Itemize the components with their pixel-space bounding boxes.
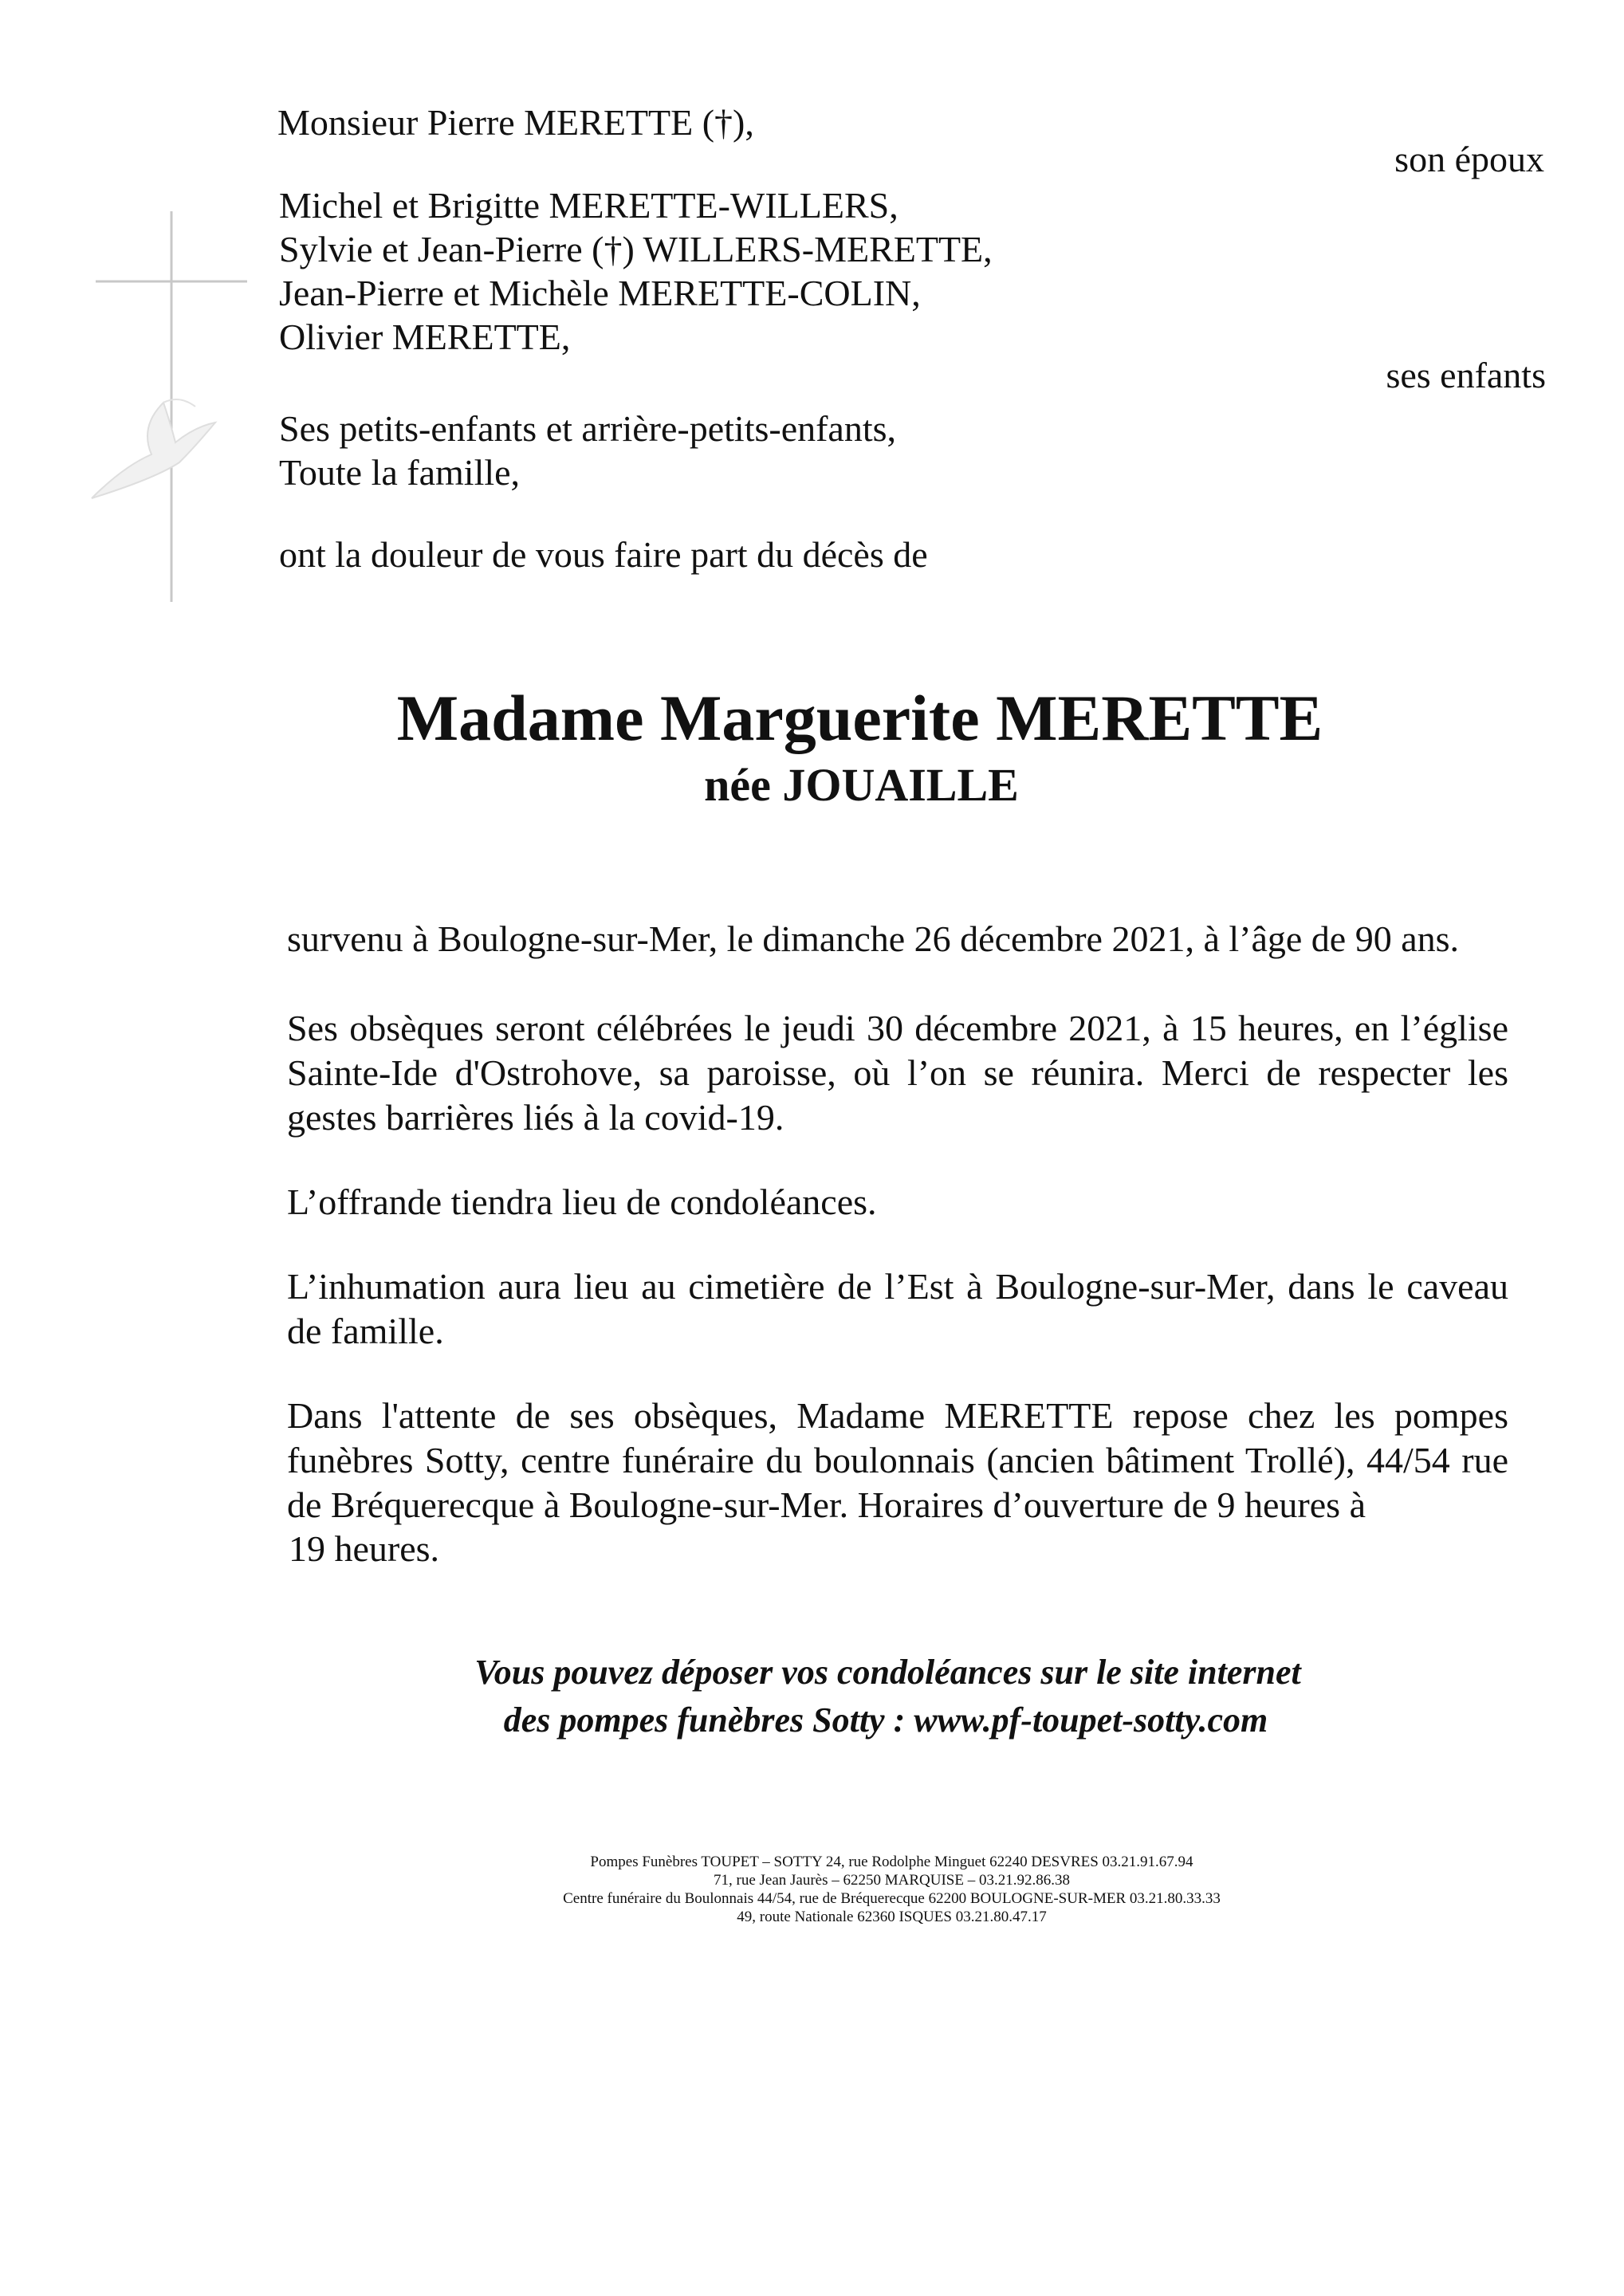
contact-line: 71, rue Jean Jaurès – 62250 MARQUISE – 03.21.92.86.38	[714, 1872, 1070, 1889]
maiden-name: née JOUAILLE	[704, 759, 1019, 811]
contact-line: Centre funéraire du Boulonnais 44/54, rue de Bréquerecque 62200 BOULOGNE-SUR-MER 03.21.80.33.33	[563, 1890, 1221, 1907]
contact-line: 49, route Nationale 62360 ISQUES 03.21.80.47.17	[737, 1909, 1047, 1925]
child-line: Olivier MERETTE,	[279, 316, 571, 357]
announcement-line: ont la douleur de vous faire part du décès de	[279, 534, 928, 575]
dove-icon	[76, 379, 235, 514]
rest-paragraph: Dans l'attente de ses obsèques, Madame MERETTE repose chez les pompes funèbres Sotty, centre funéraire du boulonnais (ancien bâtiment Trollé), 44/54 rue de Bréquerecque à Boulogne-sur-Mer. Horaires d’ouverture de 9 heures à	[287, 1395, 1508, 1525]
condolences-website-line: des pompes funèbres Sotty : www.pf-toupet-sotty.com	[503, 1700, 1268, 1740]
burial-paragraph: L’inhumation aura lieu au cimetière de l’Est à Boulogne-sur-Mer, dans le caveau de famille.	[287, 1266, 1508, 1351]
husband-role: son époux	[1394, 139, 1544, 179]
condolences-line: Vous pouvez déposer vos condoléances sur le site internet	[474, 1653, 1301, 1692]
deceased-name: Madame Marguerite MERETTE	[396, 682, 1323, 754]
children-role: ses enfants	[1386, 355, 1546, 395]
contact-line: Pompes Funèbres TOUPET – SOTTY 24, rue Rodolphe Minguet 62240 DESVRES 03.21.91.67.94	[590, 1854, 1193, 1870]
husband-line: Monsieur Pierre MERETTE (†),	[277, 102, 754, 143]
child-line: Michel et Brigitte MERETTE-WILLERS,	[279, 185, 899, 226]
child-line: Sylvie et Jean-Pierre (†) WILLERS-MERETTE,	[279, 229, 993, 269]
child-line: Jean-Pierre et Michèle MERETTE-COLIN,	[279, 273, 921, 313]
death-paragraph: survenu à Boulogne-sur-Mer, le dimanche 26 décembre 2021, à l’âge de 90 ans.	[287, 918, 1460, 959]
grandchildren-line: Ses petits-enfants et arrière-petits-enfants,	[279, 408, 897, 449]
offering-paragraph: L’offrande tiendra lieu de condoléances.	[287, 1181, 877, 1222]
funeral-paragraph: Ses obsèques seront célébrées le jeudi 30 décembre 2021, à 15 heures, en l’église Sainte-Ide d'Ostrohove, sa paroisse, où l’on se réunira. Merci de respecter les gestes barrières liés à la covid-19.	[287, 1008, 1508, 1138]
rest-paragraph-end: 19 heures.	[289, 1528, 440, 1569]
whole-family-line: Toute la famille,	[279, 452, 521, 493]
